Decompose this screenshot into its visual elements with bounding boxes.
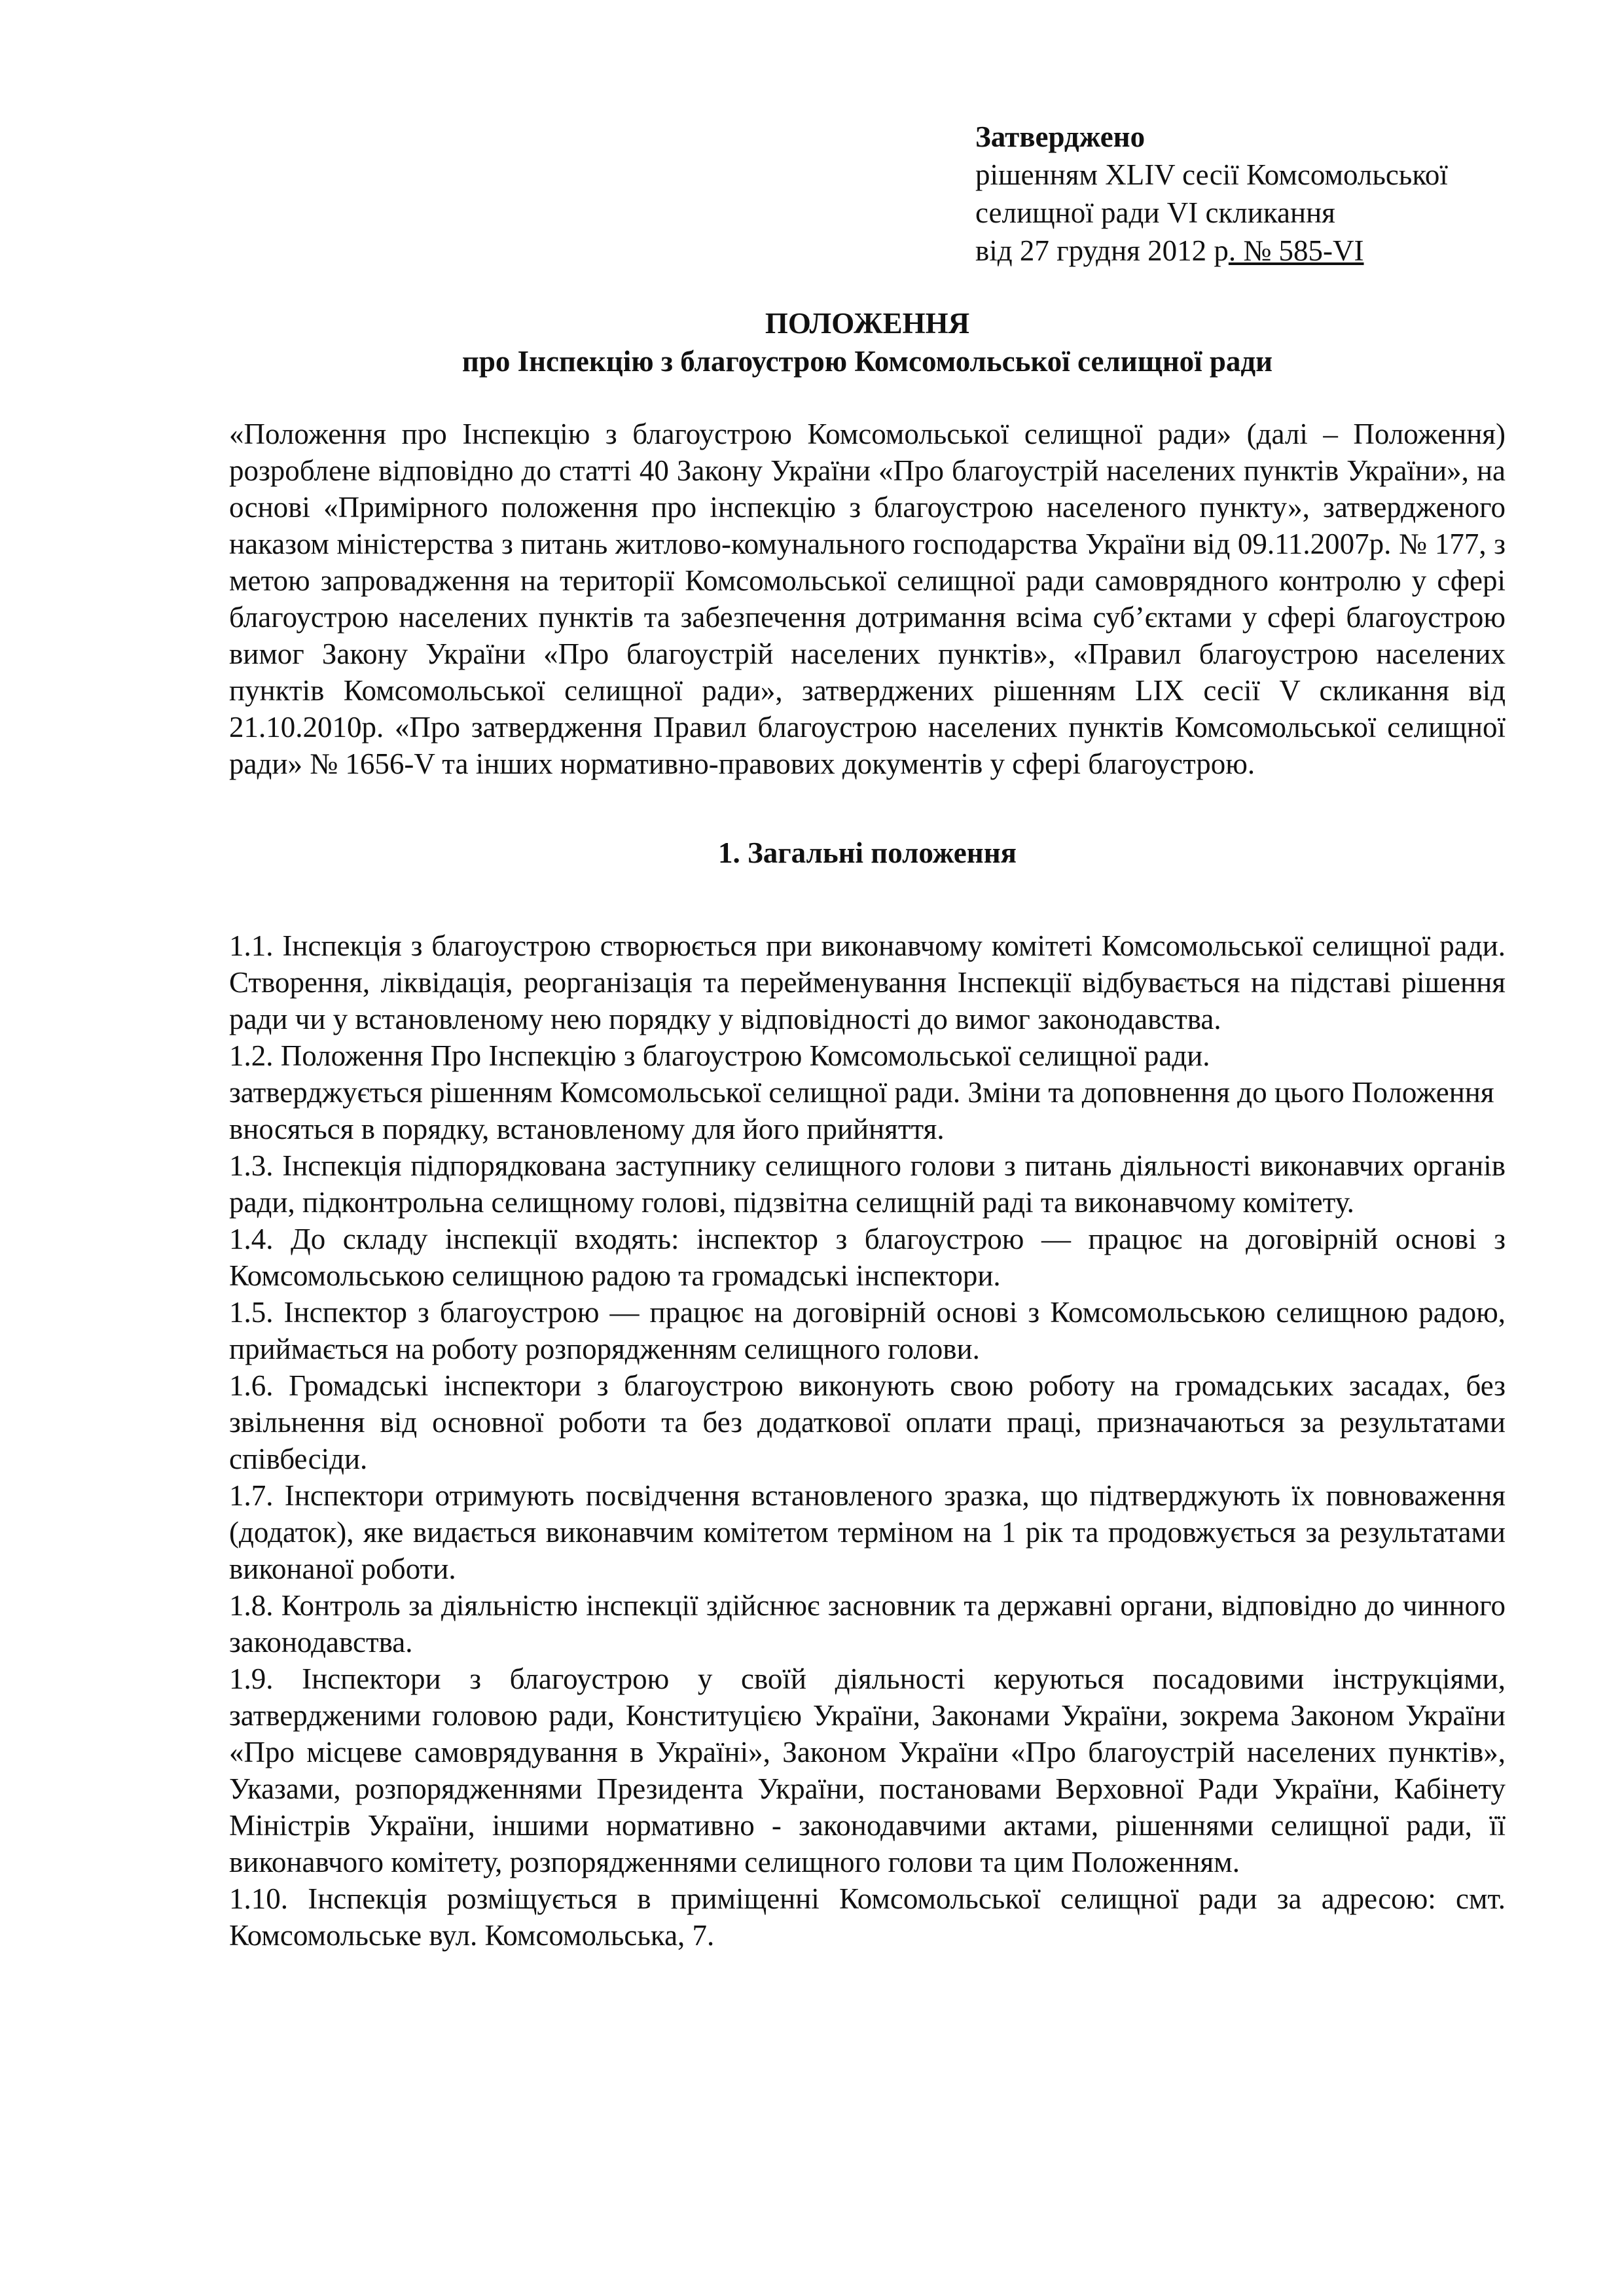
approval-line-1: рішенням XLIV сесії Комсомольської (975, 158, 1448, 191)
clause-1-7: 1.7. Інспектори отримують посвідчення встановленого зразка, що підтверджують їх повноваження (додаток), яке видається виконавчим комітетом терміном на 1 рік та продовжується за результатами виконаної роботи. (229, 1479, 1506, 1585)
document-subtitle: про Інспекцію з благоустрою Комсомольської селищної ради (461, 345, 1273, 378)
approval-stamp-block (975, 118, 1564, 270)
clause-1-2-continued: затверджується рішенням Комсомольської селищної ради. Зміни та доповнення до цього Положення вносяться в порядку, встановленому для його прийняття. (229, 1076, 1494, 1145)
document-body (229, 416, 1506, 1954)
clause-1-1: 1.1. Інспекція з благоустрою створюється при виконавчому комітеті Комсомольської селищної ради. Створення, ліквідація, реорганізація та перейменування Інспекції відбувається на підставі рішення ради чи у встановленому нею порядку у відповідності до вимог законодавства. (229, 929, 1506, 1035)
clause-1-5: 1.5. Інспектор з благоустрою — працює на договірній основі з Комсомольською селищною радою, приймається на роботу розпорядженням селищного голови. (229, 1296, 1506, 1365)
clause-1-3: 1.3. Інспекція підпорядкована заступнику селищного голови з питань діяльності виконавчих органів ради, підконтрольна селищному голові, підзвітна селищній раді та виконавчому комітету. (229, 1149, 1506, 1219)
section-1-title: 1. Загальні положення (718, 836, 1017, 869)
intro-paragraph: «Положення про Інспекцію з благоустрою Комсомольської селищної ради» (далі – Положення) розроблене відповідно до статті 40 Закону України «Про благоустрій населених пунктів України», на основі «Примірного положення про інспекцію з благоустрою населеного пункту», затвердженого наказом міністерства з питань житлово-комунального господарства України від 09.11.2007р. № 177, з метою запровадження на території Комсомольської селищної ради самоврядного контролю у сфері благоустрою населених пунктів та забезпечення дотримання всіма суб’єктами у сфері благоустрою вимог Закону України «Про благоустрій населених пунктів», «Правил благоустрою населених пунктів Комсомольської селищної ради», затверджених рішенням LIX сесії V скликання від 21.10.2010р. «Про затвердження Правил благоустрою населених пунктів Комсомольської селищної ради» № 1656-V та інших нормативно-правових документів у сфері благоустрою. (229, 418, 1506, 780)
clause-1-9: 1.9. Інспектори з благоустрою у своїй діяльності керуються посадовими інструкціями, затвердженими головою ради, Конституцією України, Законами України, зокрема Законом України «Про місцеве самоврядування в Україні», Законом України «Про благоустрій населених пунктів», Указами, розпорядженнями Президента України, постановами Верховної Ради України, Кабінету Міністрів України, іншими нормативно - законодавчими актами, рішеннями селищної ради, її виконавчого комітету, розпорядженнями селищного голови та цим Положенням. (229, 1662, 1506, 1878)
approval-heading: Затверджено (975, 120, 1146, 153)
clause-1-10: 1.10. Інспекція розміщується в приміщенні Комсомольської селищної ради за адресою: смт. Комсомольське вул. Комсомольська, 7. (229, 1882, 1506, 1952)
approval-line-3 (975, 232, 1564, 270)
approval-number: . № 585-VI (1228, 234, 1364, 267)
clause-1-8: 1.8. Контроль за діяльністю інспекції здійснює засновник та державні органи, відповідно до чинного законодавства. (229, 1589, 1506, 1659)
document-title-block (229, 304, 1506, 380)
clause-1-2: 1.2. Положення Про Інспекцію з благоустрою Комсомольської селищної ради. (229, 1039, 1210, 1072)
clause-1-4: 1.4. До складу інспекції входять: інспектор з благоустрою — працює на договірній основі з Комсомольською селищною радою та громадські інспектори. (229, 1223, 1506, 1292)
approval-line-2: селищної ради VI скликання (975, 196, 1335, 229)
clause-1-6: 1.6. Громадські інспектори з благоустрою виконують свою роботу на громадських засадах, без звільнення від основної роботи та без додаткової оплати праці, призначаються за результатами співбесіди. (229, 1369, 1506, 1475)
document-title: ПОЛОЖЕННЯ (765, 307, 970, 340)
approval-date: від 27 грудня 2012 р (975, 234, 1229, 267)
